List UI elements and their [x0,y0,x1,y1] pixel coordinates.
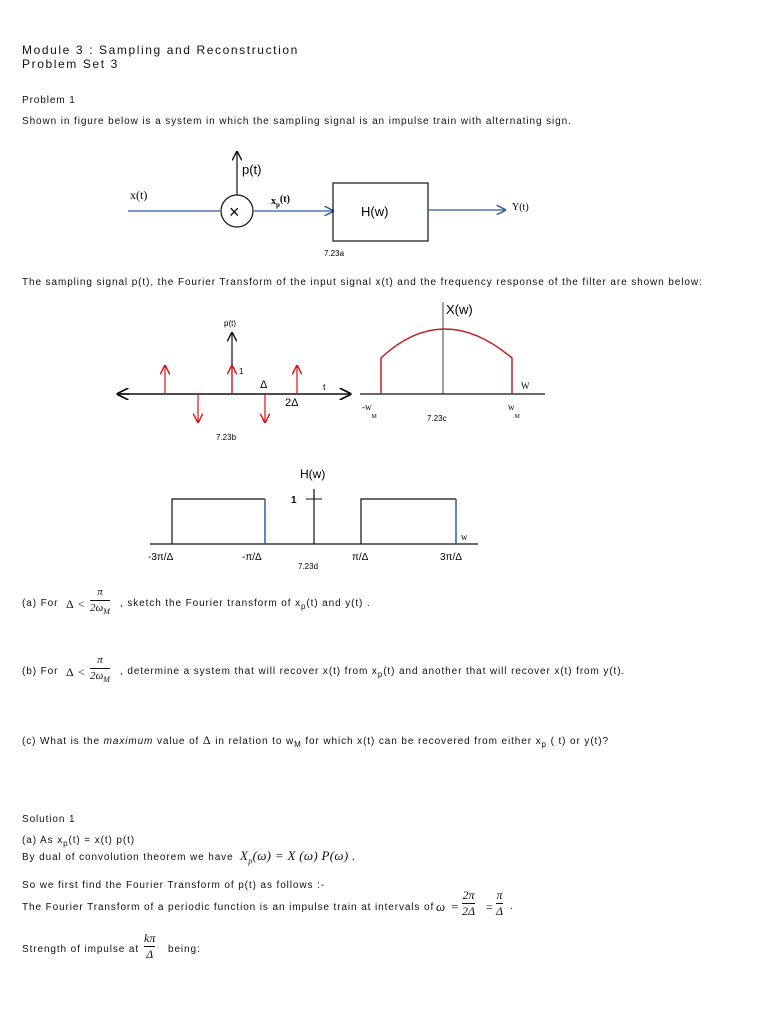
question-c-text: (c) What is the maximum value of Δ in relation to $w_M$ for which x(t) can be recovered from either $x_p$ ( t) or y(t)? [22,733,609,749]
passband-left [172,499,265,544]
filter-label: H(w) [361,204,389,219]
question-a-prefix: (a) For [22,598,59,609]
question-b-text: , determine a system that will recover x(t) from $x_p(t)$ and another that will recover x(t) from y(t). [120,666,626,679]
module-title: Module 3 : Sampling and Reconstruction [22,43,299,57]
solution-heading: Solution 1 [22,814,76,825]
question-b-fraction: π $2\omega_M$ [90,654,110,685]
omega-equals: = [486,900,494,914]
output-label: Y(t) [512,202,529,213]
xw-title: X(w) [446,302,473,317]
convolution-equation: $X_p(\omega) = X$ (ω) P(ω) . [240,848,356,866]
two-delta-label: 2Δ [285,397,299,409]
omega-eq: ω = [436,899,460,914]
p-amp-label: 1 [239,367,244,376]
omega-fraction-2: π Δ [496,888,504,918]
hw-amp-label: 1 [291,495,297,506]
signals-intro: The sampling signal p(t), the Fourier Transform of the input signal x(t) and the frequency response of the filter are shown below: [22,277,703,288]
omega-dot: . [510,901,514,912]
problem-intro: Shown in figure below is a system in which the sampling signal is an impulse train with alternating sign. [22,116,572,127]
tick-pos-pi: π/Δ [352,552,369,563]
k-fraction: kπ Δ [144,931,156,961]
question-a-text: , sketch the Fourier transform of $x_p(t)$ and y(t) . [120,598,371,611]
neg-wm-label: $-w_M$ [362,402,377,420]
problem-set-title: Problem Set 3 [22,57,119,71]
hw-title: H(w) [300,467,326,481]
sampled-label: $x_p(t)$ [271,194,290,209]
fig-b-caption: 7.23b [216,433,237,442]
sampler-label: p(t) [242,162,262,177]
fig-d-caption: 7.23d [298,562,319,571]
question-b-prefix: (b) For [22,666,59,677]
solution-line-4: The Fourier Transform of a periodic function is an impulse train at intervals of [22,902,435,913]
problem-heading: Problem 1 [22,95,76,106]
hw-w-label: w [461,532,468,542]
tick-neg-3pi: -3π/Δ [148,552,174,563]
solution-line-5-end: being: [168,944,201,955]
w-axis-label: W [521,381,530,391]
solution-line-3: So we first find the Fourier Transform of p(t) as follows :- [22,880,325,891]
p-axis-label: p(t) [224,319,236,328]
solution-line-2: By dual of convolution theorem we have [22,852,234,863]
solution-line-5: Strength of impulse at [22,944,140,955]
question-a-fraction: π $2\omega_M$ [90,586,110,617]
multiply-symbol: × [229,202,240,222]
delta-label: Δ [260,379,268,391]
omega-fraction-1: 2π 2Δ [462,888,476,918]
question-a-lt: Δ < [66,597,86,611]
pos-wm-label: $w_M$ [508,402,520,420]
question-b-lt: Δ < [66,665,86,679]
input-label: x(t) [130,188,148,202]
solution-line-1: (a) As $x_p(t) = x(t)$ p(t) [22,835,136,848]
tick-neg-pi: -π/Δ [242,552,262,563]
fig-c-caption: 7.23c [427,414,447,423]
passband-right [361,499,456,544]
t-label: t [323,382,326,392]
fig-a-caption: 7.23a [324,249,345,258]
tick-pos-3pi: 3π/Δ [440,552,462,563]
